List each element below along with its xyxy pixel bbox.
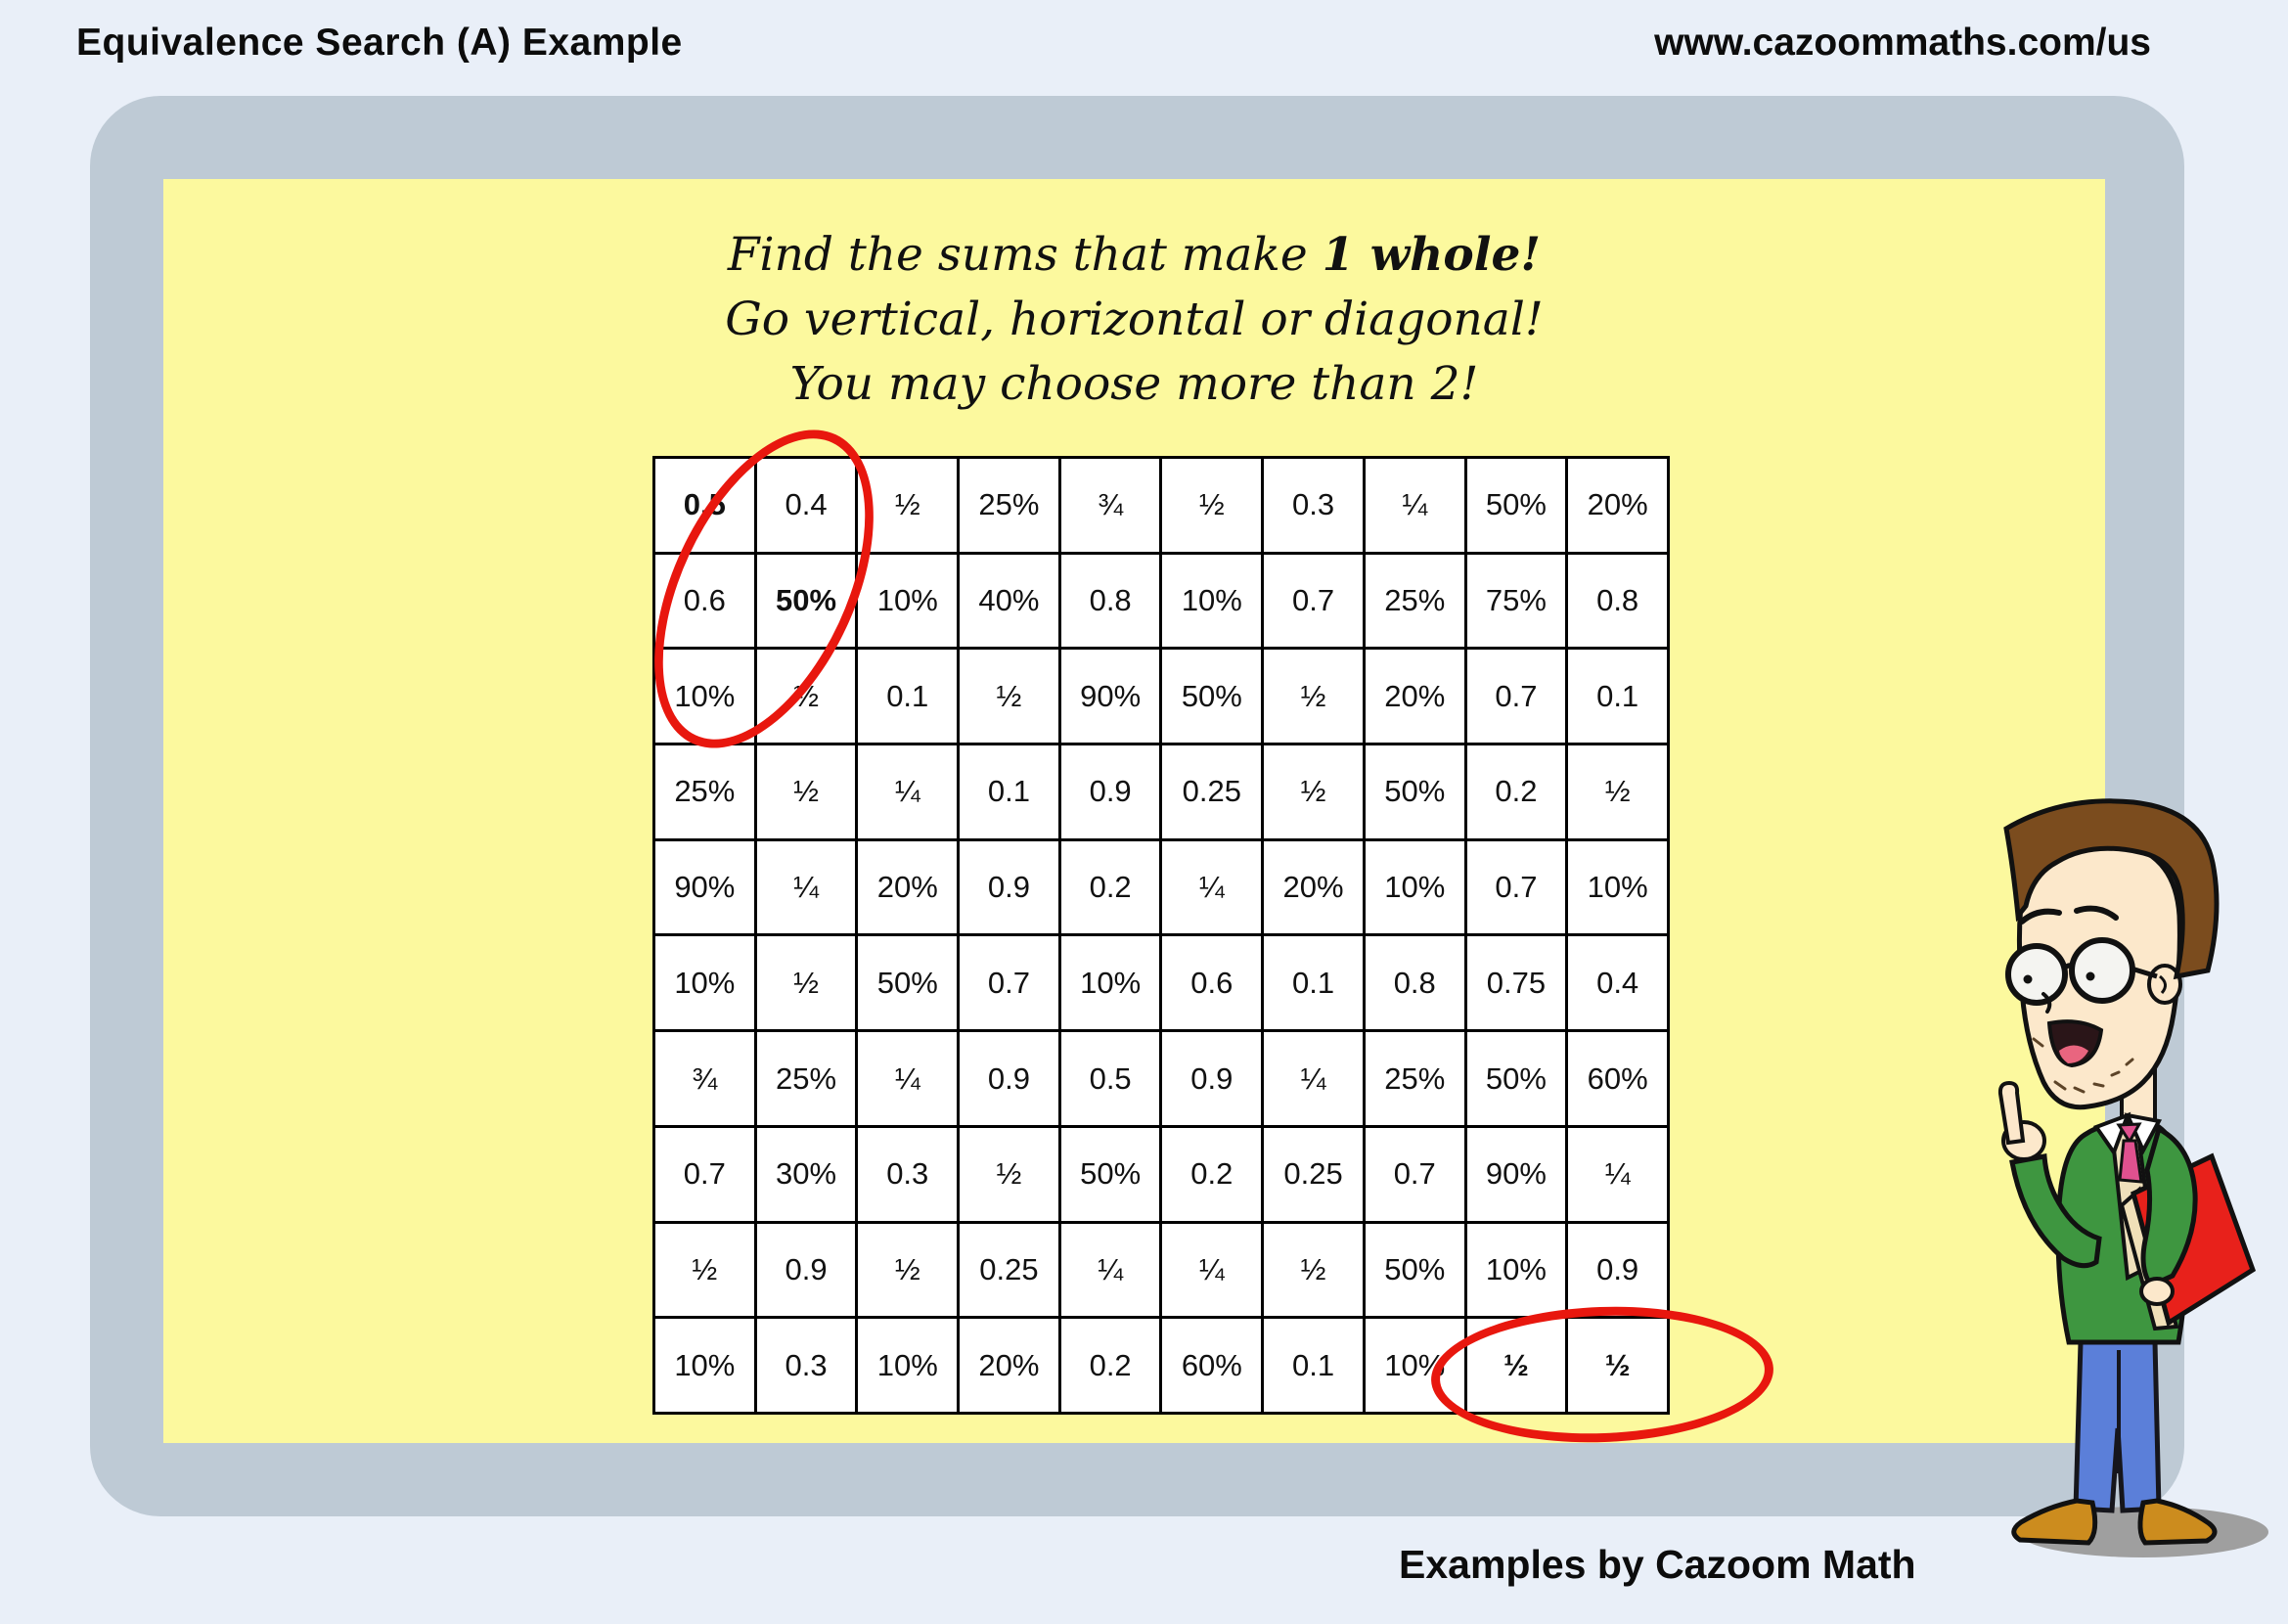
grid-cell: 10% [858,1319,957,1412]
grid-cell: 40% [960,555,1058,648]
grid-cell: 0.25 [960,1224,1058,1317]
grid-cell: 0.8 [1366,936,1464,1029]
grid-cell: ¾ [1061,459,1160,552]
grid-cell: ½ [1264,745,1363,838]
grid-cell: 0.9 [1568,1224,1667,1317]
grid-cell: 0.3 [1264,459,1363,552]
grid-cell: 25% [655,745,754,838]
grid-cell: 0.25 [1162,745,1261,838]
grid-cell: 0.7 [1467,650,1566,743]
grid-cell: 50% [1061,1128,1160,1221]
grid-cell: ½ [1568,745,1667,838]
grid-cell: 10% [1366,841,1464,934]
grid-cell: 10% [1366,1319,1464,1412]
grid-cell: 10% [655,936,754,1029]
grid-cell: ¼ [858,1032,957,1125]
grid-cell: ½ [757,936,856,1029]
grid-cell: 0.25 [1264,1128,1363,1221]
grid-cell: 75% [1467,555,1566,648]
grid-cell: 0.75 [1467,936,1566,1029]
grid-cell: 0.2 [1162,1128,1261,1221]
glasses-right-lens [2072,940,2132,1001]
grid-cell: ½ [858,1224,957,1317]
grid-cell: 10% [655,650,754,743]
grid-cell: ½ [757,650,856,743]
grid-cell: ½ [1162,459,1261,552]
grid-cell: 0.7 [960,936,1058,1029]
grid-cell: ½ [858,459,957,552]
grid-cell: 0.9 [1162,1032,1261,1125]
grid-cell: 30% [757,1128,856,1221]
glasses-bridge [2064,966,2073,969]
grid-cell: 50% [1467,459,1566,552]
grid-cell: 0.5 [655,459,754,552]
grid-cell: 50% [1366,1224,1464,1317]
grid-cell: 25% [757,1032,856,1125]
page-title: Equivalence Search (A) Example [76,22,683,64]
grid-cell: ½ [757,745,856,838]
grid-cell: 20% [858,841,957,934]
footer-credit: Examples by Cazoom Math [1399,1542,1916,1587]
grid-cell: 0.2 [1467,745,1566,838]
pupil-left [2024,975,2033,984]
grid-cell: 0.4 [757,459,856,552]
grid-cell: 0.2 [1061,1319,1160,1412]
character-shoe-left [2014,1501,2095,1543]
grid-cell: 60% [1162,1319,1261,1412]
grid-cell: 20% [1264,841,1363,934]
glasses-left-lens [2008,946,2065,1003]
grid-cell: 10% [1061,936,1160,1029]
grid-cell: 25% [1366,1032,1464,1125]
grid-cell: 0.4 [1568,936,1667,1029]
grid-cell: 0.7 [1467,841,1566,934]
grid-cell: 0.9 [960,841,1058,934]
grid-cell: 0.1 [1264,936,1363,1029]
grid-cell: ¼ [1162,841,1261,934]
grid-cell: 25% [1366,555,1464,648]
grid-cell: ¼ [858,745,957,838]
instructions [163,223,2105,417]
grid-cell: 0.1 [1264,1319,1363,1412]
grid-cell: 10% [1467,1224,1566,1317]
grid-cell: 0.1 [858,650,957,743]
pupil-right [2086,972,2095,981]
grid-cell: 0.6 [1162,936,1261,1029]
grid-cell: ¼ [1568,1128,1667,1221]
grid-cell: 50% [858,936,957,1029]
grid-cell: 0.3 [858,1128,957,1221]
grid-cell: ½ [1264,1224,1363,1317]
grid-cell: 50% [1467,1032,1566,1125]
grid-cell: 20% [1366,650,1464,743]
character-hand-right [2141,1279,2173,1304]
grid-cell: 90% [655,841,754,934]
grid-cell: 20% [1568,459,1667,552]
grid-cell: 0.7 [655,1128,754,1221]
instruction-line-1: Find the sums that make 1 whole! [727,228,1542,282]
grid-cell: ¼ [1061,1224,1160,1317]
character-shoe-right [2140,1501,2215,1543]
teacher-character-illustration [1965,783,2288,1624]
grid-cell: 50% [757,555,856,648]
grid-cell: 0.9 [757,1224,856,1317]
grid-cell: 0.8 [1568,555,1667,648]
grid-cell: 50% [1366,745,1464,838]
grid-cell: 10% [1568,841,1667,934]
grid-cell: 10% [1162,555,1261,648]
grid-cell: 0.5 [1061,1032,1160,1125]
grid-cell: 25% [960,459,1058,552]
grid-cell: 0.1 [1568,650,1667,743]
grid-cell: ½ [1264,650,1363,743]
grid-cell: 10% [655,1319,754,1412]
grid-cell: 10% [858,555,957,648]
grid-cell: ½ [1467,1319,1566,1412]
grid-cell: 50% [1162,650,1261,743]
grid-cell: 0.9 [1061,745,1160,838]
grid-cell: ¾ [655,1032,754,1125]
grid-cell: 20% [960,1319,1058,1412]
grid-cell: 0.2 [1061,841,1160,934]
grid-cell: ½ [960,650,1058,743]
grid-cell: ¼ [1264,1032,1363,1125]
grid-cell: 90% [1061,650,1160,743]
grid-cell: ½ [960,1128,1058,1221]
website-url: www.cazoommaths.com/us [1654,22,2151,64]
grid-cell: ¼ [757,841,856,934]
grid-cell: 0.7 [1264,555,1363,648]
grid-cell: 0.6 [655,555,754,648]
grid-cell: 0.9 [960,1032,1058,1125]
grid-cell: ¼ [1162,1224,1261,1317]
grid-cell: 60% [1568,1032,1667,1125]
grid-cell: ½ [655,1224,754,1317]
grid-cell: 90% [1467,1128,1566,1221]
grid-cell: ½ [1568,1319,1667,1412]
grid-cell: 0.8 [1061,555,1160,648]
instruction-line-3: You may choose more than 2! [789,357,1479,411]
grid-cell: 0.7 [1366,1128,1464,1221]
instruction-line-2: Go vertical, horizontal or diagonal! [725,293,1544,346]
grid-cell: 0.3 [757,1319,856,1412]
grid-cell: 0.1 [960,745,1058,838]
grid-cell: ¼ [1366,459,1464,552]
